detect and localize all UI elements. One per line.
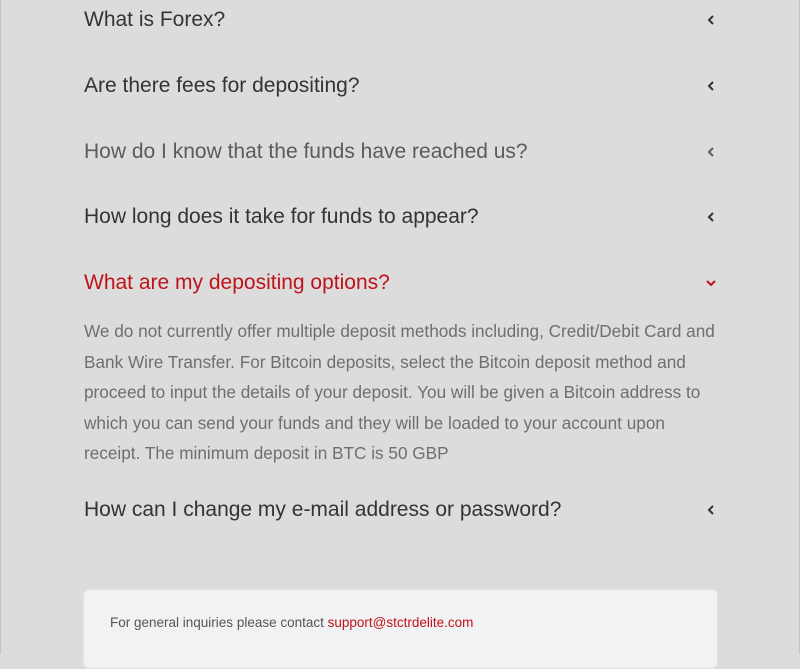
contact-text <box>110 615 473 630</box>
contact-box <box>83 589 718 669</box>
faq-item-funds-appear[interactable] <box>84 197 724 237</box>
faq-item-change-email[interactable] <box>84 490 724 530</box>
chevron-left-icon[interactable] <box>704 79 718 93</box>
chevron-left-icon[interactable] <box>704 503 718 517</box>
faq-question: Are there fees for depositing? <box>84 74 360 97</box>
faq-question: What is Forex? <box>84 8 226 31</box>
faq-question: How long does it take for funds to appear? <box>84 205 479 228</box>
faq-item-funds-reached[interactable] <box>84 132 724 172</box>
faq-item-what-is-forex[interactable] <box>84 0 724 40</box>
support-email-link[interactable]: support@stctrdelite.com <box>327 615 474 630</box>
chevron-left-icon[interactable] <box>704 13 718 27</box>
faq-question: How can I change my e-mail address or password? <box>84 498 562 521</box>
faq-question: How do I know that the funds have reached us? <box>84 140 528 163</box>
faq-question-active: What are my depositing options? <box>84 271 390 294</box>
chevron-down-icon[interactable] <box>704 276 718 290</box>
chevron-left-icon[interactable] <box>704 210 718 224</box>
faq-item-deposit-fees[interactable] <box>84 66 724 106</box>
faq-answer: We do not currently offer multiple deposit methods including, Credit/Debit Card and Bank Wire Transfer. For Bitcoin deposits, select the Bitcoin deposit method and proceed to input the details of your deposit. You will be given a Bitcoin address to which you can send your funds and they will be loaded to your account upon receipt. The minimum deposit in BTC is 50 GBP <box>84 321 715 463</box>
chevron-left-icon[interactable] <box>704 145 718 159</box>
faq-item-depositing-options[interactable] <box>84 263 724 303</box>
contact-label: For general inquiries please contact <box>110 615 328 630</box>
